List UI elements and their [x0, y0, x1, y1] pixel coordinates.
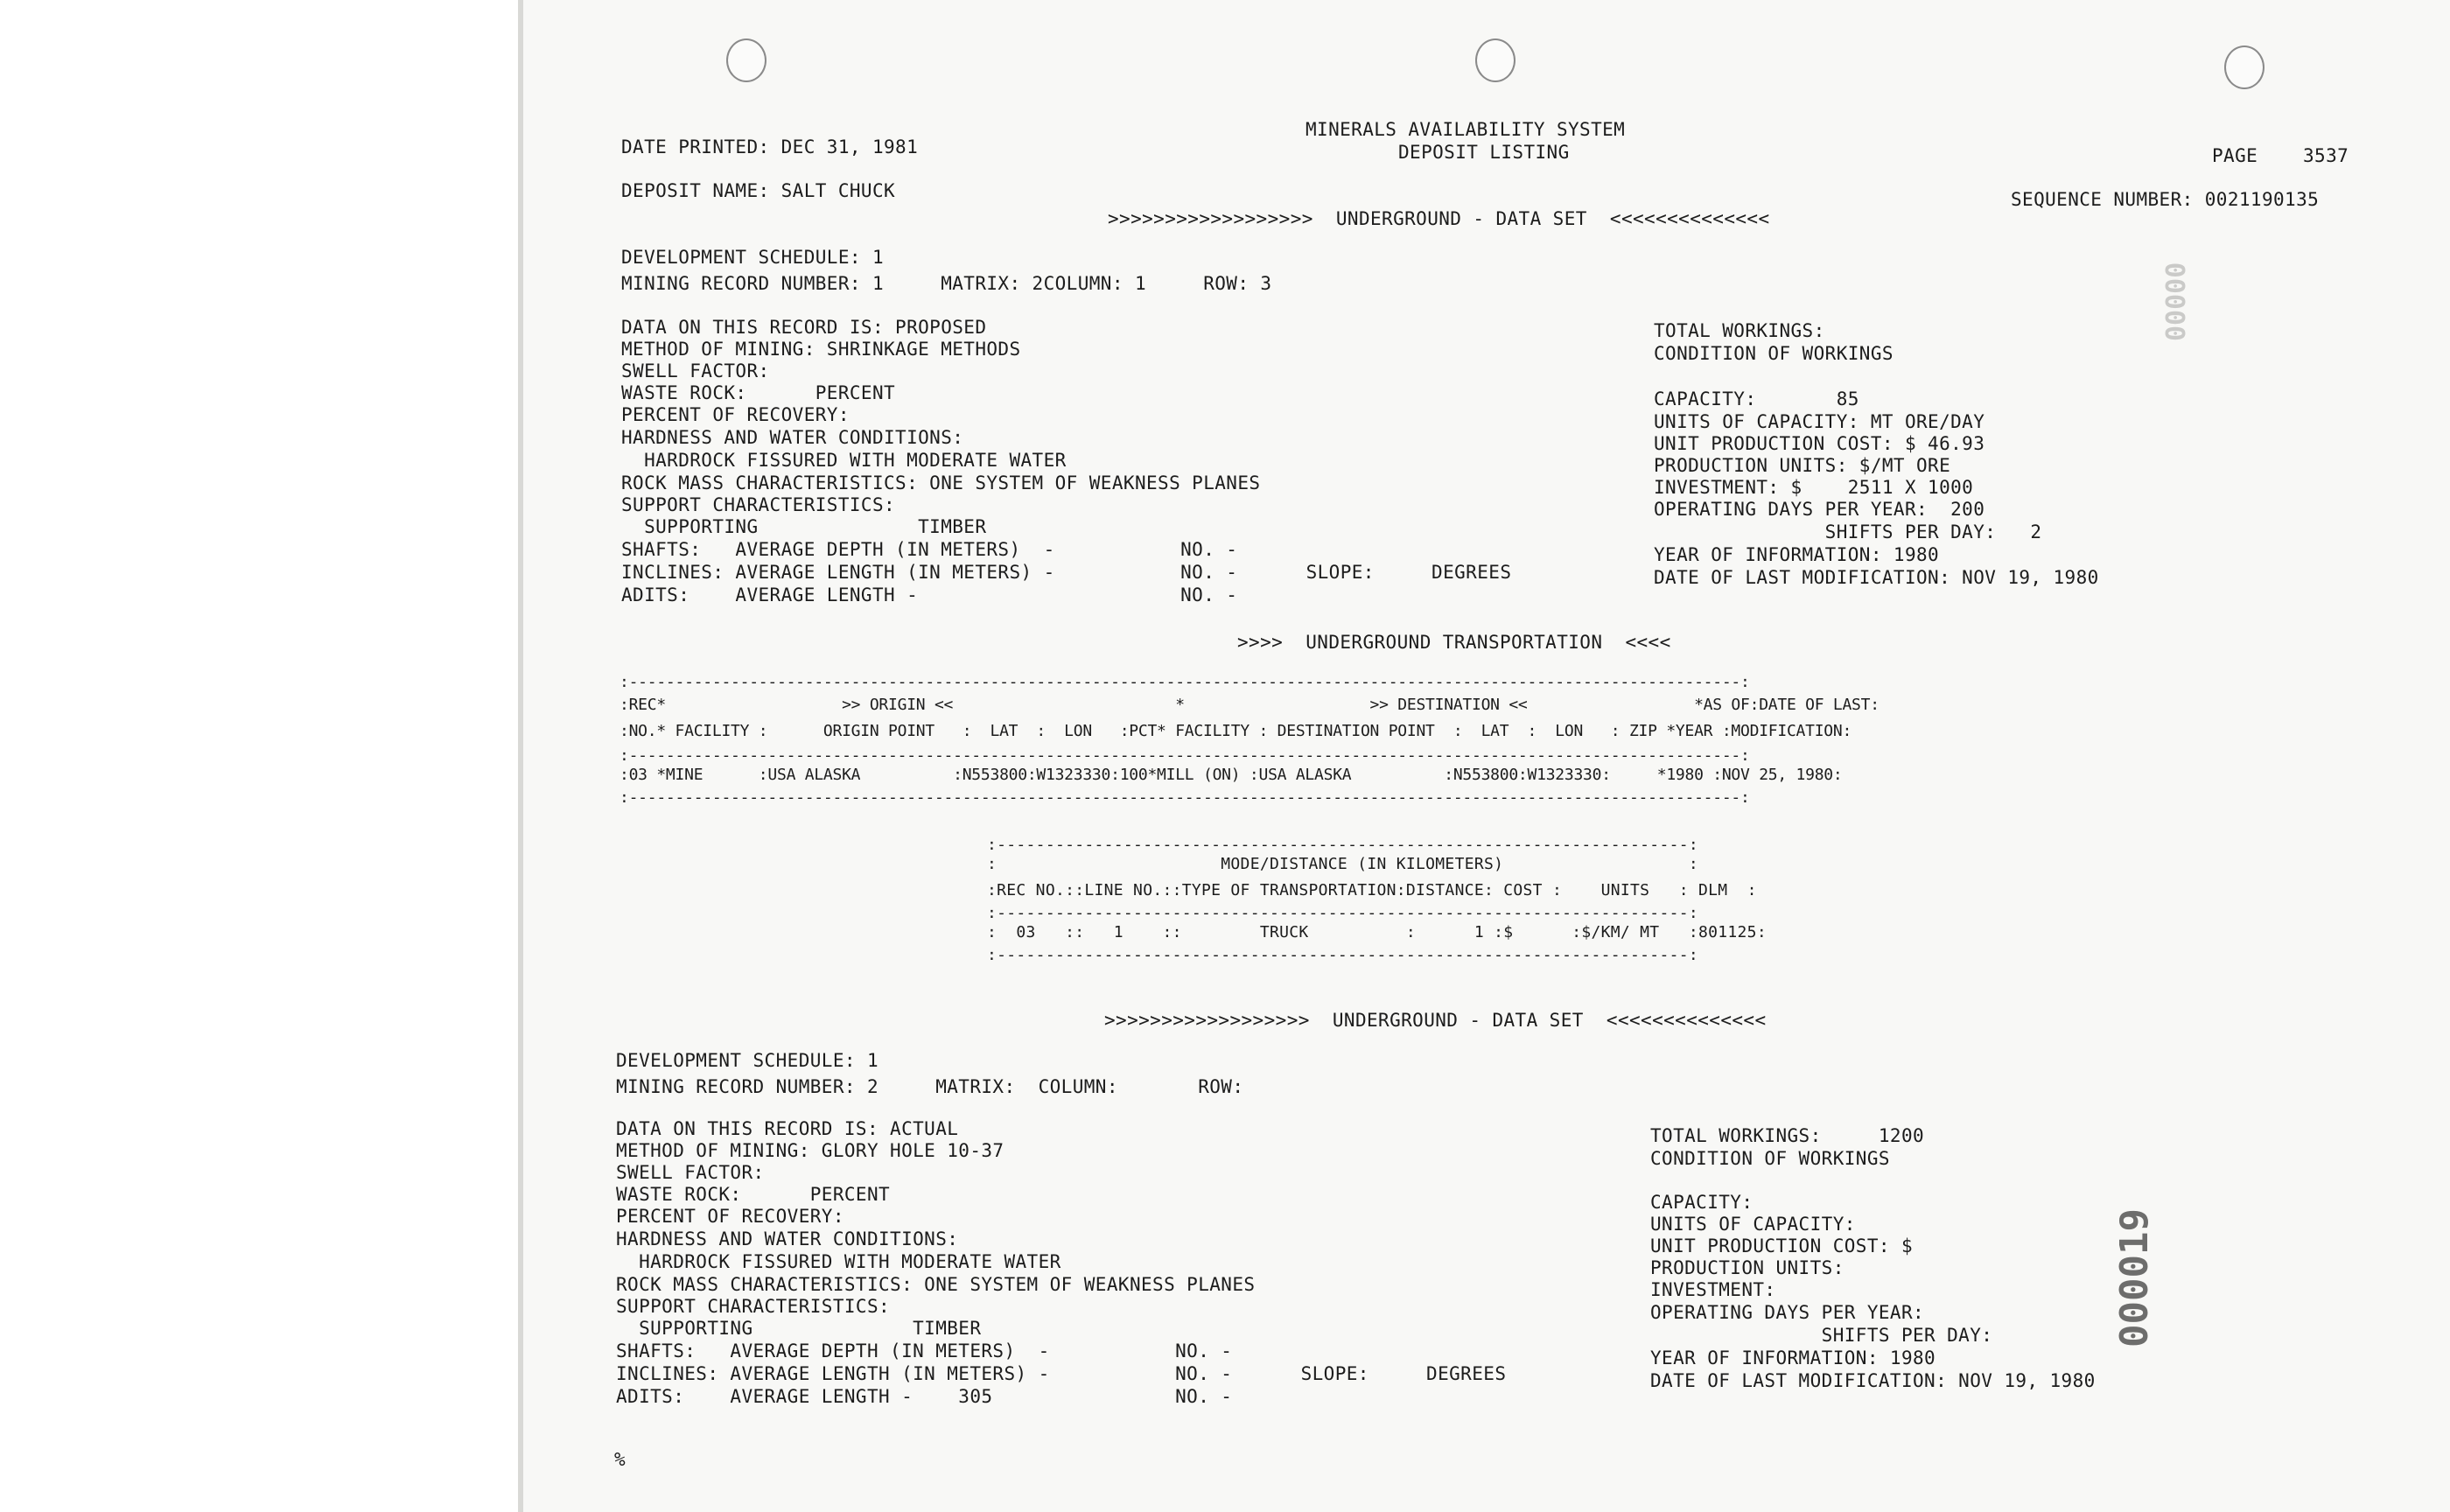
- listing-title: DEPOSIT LISTING: [1398, 142, 1570, 163]
- data-set-banner: >>>>>>>>>>>>>>>>>> UNDERGROUND - DATA SET <<<<<<<<<<<<<<: [1104, 1010, 1767, 1031]
- record-line: DATE OF LAST MODIFICATION: NOV 19, 1980: [1654, 567, 2099, 588]
- development-schedule: DEVELOPMENT SCHEDULE: 1: [621, 247, 884, 268]
- record-line: YEAR OF INFORMATION: 1980: [1650, 1348, 1936, 1368]
- table-rule: :------------------------------------------------------------------------------------------------------------------------:: [620, 673, 1750, 691]
- record-line: DATA ON THIS RECORD IS: PROPOSED: [621, 317, 987, 338]
- table-rule: :-----------------------------------------------------------------------:: [987, 904, 1698, 922]
- record-line: METHOD OF MINING: GLORY HOLE 10-37: [616, 1140, 1004, 1161]
- record-line: HARDNESS AND WATER CONDITIONS:: [616, 1228, 959, 1250]
- record-line: SUPPORTING TIMBER: [621, 516, 987, 537]
- record-line: PERCENT OF RECOVERY:: [621, 404, 850, 425]
- page-number: 3537: [2303, 145, 2349, 166]
- system-title: MINERALS AVAILABILITY SYSTEM: [1306, 119, 1626, 140]
- record-line: TOTAL WORKINGS: 1200: [1650, 1125, 1925, 1146]
- table-rule: :------------------------------------------------------------------------------------------------------------------------:: [620, 746, 1750, 765]
- record-line: CAPACITY: 85: [1654, 388, 1859, 410]
- record-line: UNITS OF CAPACITY: MT ORE/DAY: [1654, 411, 1985, 432]
- table-rule: :-----------------------------------------------------------------------:: [987, 836, 1698, 854]
- record-line: SUPPORT CHARACTERISTICS:: [616, 1296, 891, 1317]
- record-line: SUPPORTING TIMBER: [616, 1318, 982, 1339]
- record-line: DATE OF LAST MODIFICATION: NOV 19, 1980: [1650, 1370, 2096, 1391]
- record-line: DATA ON THIS RECORD IS: ACTUAL: [616, 1118, 959, 1139]
- record-line: OPERATING DAYS PER YEAR:: [1650, 1302, 1925, 1323]
- data-set-banner: >>>>>>>>>>>>>>>>>> UNDERGROUND - DATA SET <<<<<<<<<<<<<<: [1108, 208, 1770, 229]
- record-line: SHAFTS: AVERAGE DEPTH (IN METERS) - NO. -: [616, 1340, 1233, 1362]
- deposit-name: DEPOSIT NAME: SALT CHUCK: [621, 180, 896, 201]
- record-line: WASTE ROCK: PERCENT: [616, 1184, 891, 1205]
- record-line: UNIT PRODUCTION COST: $: [1650, 1236, 1913, 1256]
- table-row: : 03 :: 1 :: TRUCK : 1 :$ :$/KM/ MT :801125:: [987, 923, 1767, 942]
- page-edge-shadow: [518, 0, 523, 1512]
- table-row: :03 *MINE :USA ALASKA :N553800:W1323330:100*MILL (ON) :USA ALASKA :N553800:W1323330: *1980 :NOV 25, 1980:: [620, 766, 1843, 784]
- record-line: METHOD OF MINING: SHRINKAGE METHODS: [621, 339, 1021, 360]
- record-line: ROCK MASS CHARACTERISTICS: ONE SYSTEM OF WEAKNESS PLANES: [616, 1274, 1256, 1295]
- record-line: HARDROCK FISSURED WITH MODERATE WATER: [616, 1251, 1061, 1272]
- transportation-banner: >>>> UNDERGROUND TRANSPORTATION <<<<: [1237, 632, 1671, 653]
- footer-mark: %: [614, 1449, 626, 1470]
- record-line: PERCENT OF RECOVERY:: [616, 1206, 844, 1227]
- table-header: :REC* >> ORIGIN << * >> DESTINATION << *AS OF:DATE OF LAST:: [620, 696, 1880, 714]
- record-line: YEAR OF INFORMATION: 1980: [1654, 544, 1940, 565]
- punch-hole-right: [2224, 46, 2264, 89]
- record-line: ADITS: AVERAGE LENGTH - NO. -: [621, 584, 1238, 606]
- record-line: SWELL FACTOR:: [616, 1162, 765, 1183]
- record-line: CONDITION OF WORKINGS: [1650, 1148, 1890, 1169]
- table-header: :REC NO.::LINE NO.::TYPE OF TRANSPORTATION:DISTANCE: COST : UNITS : DLM :: [987, 881, 1757, 900]
- record-line: UNIT PRODUCTION COST: $ 46.93: [1654, 433, 1985, 454]
- record-line: UNITS OF CAPACITY:: [1650, 1214, 1856, 1235]
- record-line: INVESTMENT: $ 2511 X 1000: [1654, 477, 1974, 498]
- record-line: SHIFTS PER DAY: 2: [1654, 522, 2042, 542]
- mining-record-line: MINING RECORD NUMBER: 1 MATRIX: 2COLUMN: 1 ROW: 3: [621, 273, 1272, 294]
- record-line: TOTAL WORKINGS:: [1654, 320, 1825, 341]
- table-rule: :------------------------------------------------------------------------------------------------------------------------:: [620, 788, 1750, 807]
- record-line: HARDROCK FISSURED WITH MODERATE WATER: [621, 450, 1067, 471]
- record-line: ROCK MASS CHARACTERISTICS: ONE SYSTEM OF WEAKNESS PLANES: [621, 472, 1261, 494]
- record-line: INCLINES: AVERAGE LENGTH (IN METERS) - NO. - SLOPE: DEGREES: [621, 562, 1512, 583]
- record-line: ADITS: AVERAGE LENGTH - 305 NO. -: [616, 1386, 1233, 1407]
- mining-record-line: MINING RECORD NUMBER: 2 MATRIX: COLUMN: ROW:: [616, 1076, 1244, 1097]
- table-rule: :-----------------------------------------------------------------------:: [987, 946, 1698, 964]
- record-line: INVESTMENT:: [1650, 1279, 1776, 1300]
- punch-hole-left: [726, 38, 766, 82]
- record-line: CONDITION OF WORKINGS: [1654, 343, 1894, 364]
- record-line: WASTE ROCK: PERCENT: [621, 382, 896, 403]
- development-schedule: DEVELOPMENT SCHEDULE: 1: [616, 1050, 878, 1071]
- frame-number-stamp: 000019: [2112, 1208, 2157, 1348]
- record-line: SUPPORT CHARACTERISTICS:: [621, 494, 896, 515]
- date-printed: DATE PRINTED: DEC 31, 1981: [621, 136, 919, 158]
- table-title: : MODE/DISTANCE (IN KILOMETERS) :: [987, 855, 1698, 873]
- record-line: SHAFTS: AVERAGE DEPTH (IN METERS) - NO. -: [621, 539, 1238, 560]
- record-line: SWELL FACTOR:: [621, 360, 770, 382]
- sequence-number: SEQUENCE NUMBER: 0021190135: [2011, 189, 2320, 210]
- page-label: PAGE: [2212, 145, 2258, 166]
- record-line: PRODUCTION UNITS:: [1650, 1257, 1844, 1278]
- record-line: INCLINES: AVERAGE LENGTH (IN METERS) - NO. - SLOPE: DEGREES: [616, 1363, 1507, 1384]
- record-line: SHIFTS PER DAY:: [1650, 1325, 1993, 1346]
- punch-hole-middle: [1475, 38, 1516, 82]
- record-line: CAPACITY:: [1650, 1192, 1754, 1213]
- record-line: HARDNESS AND WATER CONDITIONS:: [621, 427, 964, 448]
- record-line: OPERATING DAYS PER YEAR: 200: [1654, 499, 1985, 520]
- record-line: PRODUCTION UNITS: $/MT ORE: [1654, 455, 1951, 476]
- faint-frame-stamp: 00000: [2161, 262, 2192, 341]
- table-header: :NO.* FACILITY : ORIGIN POINT : LAT : LON :PCT* FACILITY : DESTINATION POINT : LAT : LON : ZIP *YEAR :MODIFICATION:: [620, 722, 1852, 740]
